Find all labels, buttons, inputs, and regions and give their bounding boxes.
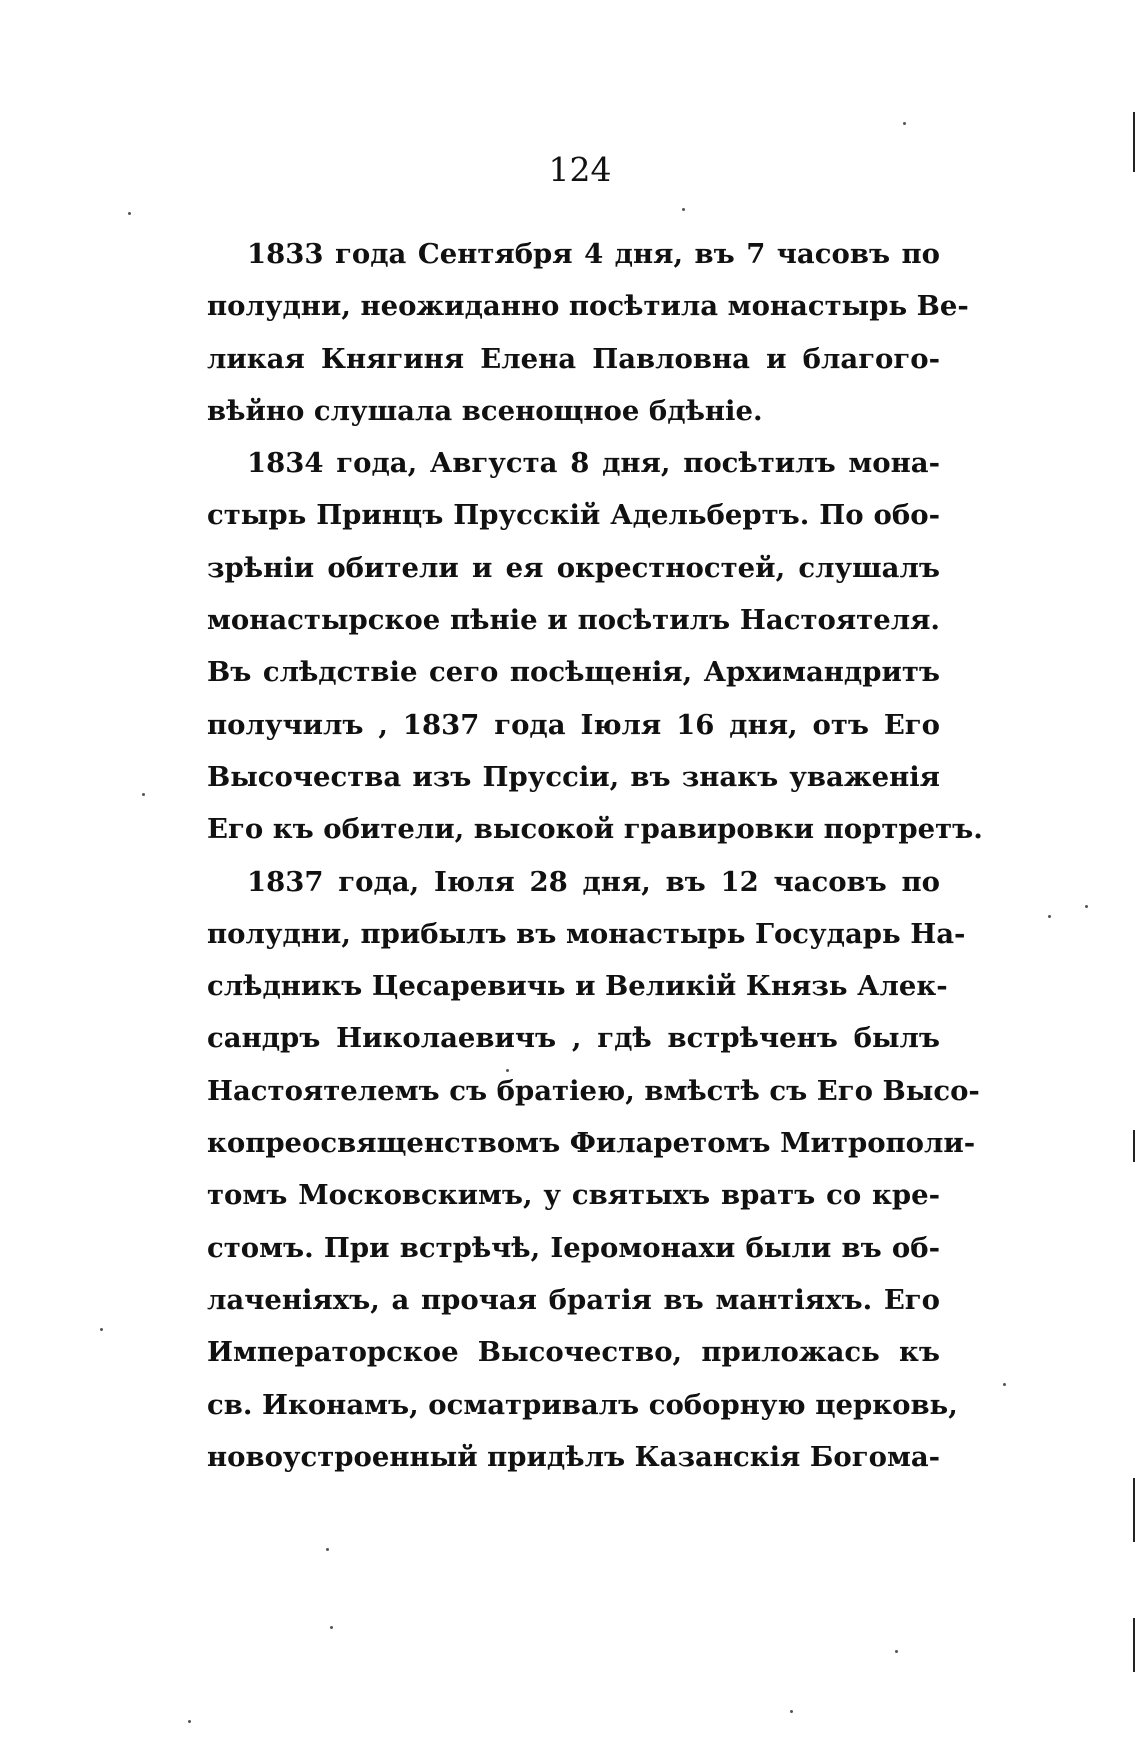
text-line: копреосвященствомъ Филаретомъ Митрополи- (207, 1127, 976, 1160)
scan-edge-mark (1133, 1478, 1135, 1542)
text-line: Настоятелемъ съ братіею, вмѣстѣ съ Его Высо- (207, 1074, 980, 1107)
scan-speck (790, 1710, 793, 1713)
text-line: получилъ , 1837 года Іюля 16 дня, отъ Его (207, 708, 940, 741)
scan-speck (330, 1626, 333, 1629)
text-line: зрѣніи обители и ея окрестностей, слушалъ (207, 551, 940, 584)
text-line: сандръ Николаевичъ , гдѣ встрѣченъ былъ (207, 1022, 940, 1055)
text-line: стомъ. При встрѣчѣ, Іеромонахи были въ об- (207, 1231, 940, 1264)
scan-speck (142, 793, 145, 796)
text-line: 1833 года Сентября 4 дня, въ 7 часовъ по (247, 238, 940, 270)
scan-speck (1003, 1383, 1006, 1386)
scan-speck (506, 1069, 509, 1072)
scan-edge-mark (1133, 1130, 1135, 1162)
scan-edge-mark (1133, 1618, 1135, 1672)
scan-speck (100, 1328, 103, 1331)
text-line: томъ Московскимъ, у святыхъ вратъ со кре- (207, 1179, 940, 1212)
text-line: полудни, неожиданно посѣтила монастырь Ве- (207, 290, 969, 323)
text-line: Императорское Высочество, приложась къ (207, 1336, 940, 1369)
scan-speck (903, 122, 906, 125)
text-line: Въ слѣдствіе сего посѣщенія, Архимандритъ (207, 656, 940, 689)
text-line: слѣдникъ Цесаревичь и Великій Князь Алек- (207, 970, 948, 1003)
scan-speck (895, 1650, 898, 1653)
text-line: 1834 года, Августа 8 дня, посѣтилъ мона- (247, 447, 940, 480)
text-line: ликая Княгиня Елена Павловна и благого- (207, 342, 940, 375)
scan-speck (188, 1720, 191, 1723)
page-number: 124 (548, 150, 612, 189)
scan-edge-mark (1133, 112, 1135, 172)
text-line: стырь Принцъ Прусскій Адельбертъ. По обо- (207, 499, 940, 532)
text-line: полудни, прибылъ въ монастырь Государь На- (207, 917, 966, 950)
text-line: вѣйно слушала всенощное бдѣніе. (207, 394, 763, 427)
text-line: монастырское пѣніе и посѣтилъ Настоятеля. (207, 604, 940, 637)
text-line: св. Иконамъ, осматривалъ соборную церковь, (207, 1388, 958, 1421)
text-line: Высочества изъ Пруссіи, въ знакъ уваженія (207, 760, 940, 793)
text-line: новоустроенный придѣлъ Казанскія Богома- (207, 1440, 941, 1473)
scan-speck (326, 1548, 329, 1551)
text-line: Его къ обители, высокой гравировки портретъ. (207, 813, 983, 846)
scan-speck (682, 208, 685, 211)
text-line: лаченіяхъ, а прочая братія въ мантіяхъ. Его (207, 1283, 940, 1316)
text-line: 1837 года, Іюля 28 дня, въ 12 часовъ по (247, 865, 940, 898)
body-text (207, 228, 983, 1483)
scan-speck (1048, 915, 1051, 918)
scan-speck (128, 212, 131, 215)
scan-speck (1085, 905, 1088, 908)
